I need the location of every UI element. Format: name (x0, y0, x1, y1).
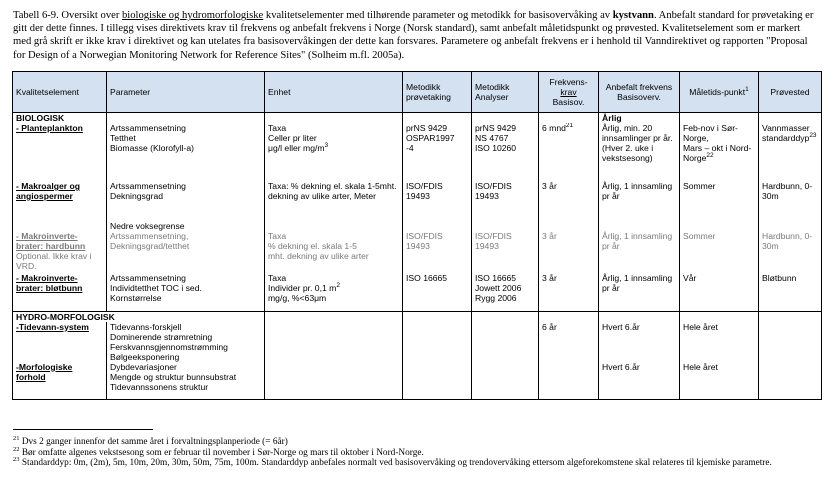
cell-parameter (107, 221, 265, 273)
anb-grey: Årlig, 1 innsamling pr år (602, 231, 673, 251)
section-row-biologisk (13, 113, 822, 124)
enhet-text: Taxa Celler pr liter μg/l eller mg/m (268, 123, 325, 153)
section-title-biologisk: BIOLOGISK (13, 113, 107, 124)
header-male-text: Måletids-punkt (689, 87, 746, 97)
cell-provested: Hardbunn, 0-30m (759, 181, 822, 221)
prove-text: Vannmasser standarddyp (762, 123, 810, 143)
cell-metodikk-provetaking: ISO 16665 (403, 273, 472, 311)
cell-frekvenskrav: 3 år (539, 181, 599, 221)
cell-maletidspunkt: Hele året (680, 322, 759, 362)
footnote-ref: 22 (706, 152, 714, 160)
param-grey: Artssammensetning, Dekningsgrad/tetthet (110, 231, 190, 251)
header-frek-a: Frekvens- (549, 77, 588, 87)
header-kvalitetselement: Kvalitetselement (13, 72, 107, 113)
footnote-22 (13, 445, 821, 459)
cell-anbefalt: Årlig, min. 20 innsamlinger pr år. (Hver 2. uke i vekstsesong) (599, 123, 680, 181)
footnote-number: 21 (13, 434, 20, 442)
footnote-number: 22 (13, 445, 20, 453)
element-blotbunn: - Makroinverte-brater: bløtbunn (13, 273, 107, 311)
element-makroalger: - Makroalger og angiospermer (13, 181, 107, 221)
footnote-23 (13, 458, 821, 469)
cell-metodikk-provetaking: ISO/FDIS 19493 (403, 181, 472, 221)
cell-parameter: Dybdevariasjoner Mengde og struktur bunnsubstrat Tidevannssonens struktur (107, 362, 265, 400)
header-frek-b: krav (560, 87, 577, 97)
cell-metodikk-provetaking (403, 221, 472, 273)
element-morfologiske-forhold: -Morfologiske forhold (13, 362, 107, 400)
cell-provested (759, 221, 822, 273)
cell-parameter: Artssammensetning Tetthet Biomasse (Klorofyll-a) (107, 123, 265, 181)
footnote-text: Dvs 2 ganger innenfor det samme året i forvaltningsplanperiode (= 6år) (19, 437, 288, 447)
cell-parameter: Artssammensetning Dekningsgrad (107, 181, 265, 221)
male-grey: Sommer (683, 231, 716, 241)
anbefalt-arlig: Årlig (599, 113, 680, 124)
caption-underlined: biologiske og hydromorfologiske (122, 10, 264, 21)
footnote-number: 23 (13, 456, 20, 464)
section-row-hydromorfologisk (13, 311, 822, 322)
frek-grey: 3 år (542, 231, 557, 241)
table-row-blotbunn (13, 273, 822, 311)
cell-frekvenskrav: 6 år (539, 322, 599, 362)
header-anbefalt-frekvens: Anbefalt frekvens Basisoverv. (599, 72, 680, 113)
footnote-divider (13, 429, 153, 430)
table-row-tidevann (13, 322, 822, 362)
cell-maletidspunkt: Sommer (680, 181, 759, 221)
header-parameter: Parameter (107, 72, 265, 113)
cell-anbefalt: Årlig, 1 innsamling pr år (599, 181, 680, 221)
header-enhet: Enhet (265, 72, 403, 113)
cell-maletidspunkt: Hele året (680, 362, 759, 400)
quality-elements-table (12, 71, 822, 400)
cell-provested (759, 123, 822, 181)
footnote-text: Bør omfatte algenes vekstsesong som er februar til november i Sør-Norge og mars til oktober i Nord-Norge. (19, 447, 424, 458)
cell-maletidspunkt (680, 221, 759, 273)
caption-text: kvalitetselementer med tilhørende parameter og metodikk for basisovervåking av (263, 10, 613, 21)
cell-metodikk-analyser: ISO/FDIS 19493 (472, 181, 539, 221)
table-row-morfologiske (13, 362, 822, 400)
cell-metodikk-provetaking: prNS 9429 OSPAR1997 -4 (403, 123, 472, 181)
cell-enhet (265, 221, 403, 273)
prove-grey: Hardbunn, 0-30m (762, 231, 813, 251)
enhet-text: Taxa Individer pr. 0,1 m (268, 273, 337, 293)
cell-frekvenskrav (539, 221, 599, 273)
cell-frekvenskrav (539, 123, 599, 181)
cell-enhet: Taxa: % dekning el. skala 1-5mht. dekning av ulike arter, Meter (265, 181, 403, 221)
cell-maletidspunkt (680, 123, 759, 181)
metanal-grey: ISO/FDIS 19493 (475, 231, 512, 251)
param-nedre-voksegrense: Nedre voksegrense (110, 221, 185, 231)
table-row-planteplankton (13, 123, 822, 181)
table-caption (13, 9, 821, 62)
table-row-hardbunn (13, 221, 822, 273)
footnote-21 (13, 434, 821, 448)
superscript: 3 (324, 142, 329, 150)
footnote-ref: 21 (565, 123, 574, 130)
cell-enhet (265, 123, 403, 181)
header-frekvenskrav (539, 72, 599, 113)
cell-anbefalt: Hvert 6.år (599, 362, 680, 400)
section-title-hydromorfologisk: HYDRO-MORFOLOGISK (13, 311, 265, 322)
footnote-ref: 23 (809, 132, 817, 140)
header-metodikk-analyser: Metodikk Analyser (472, 72, 539, 113)
metprov-grey: ISO/FDIS 19493 (406, 231, 443, 251)
cell-metodikk-analyser (472, 221, 539, 273)
cell-anbefalt: Hvert 6.år (599, 322, 680, 362)
cell-parameter: Artssammensetning Individtetthet TOC i sed. Kornstørrelse (107, 273, 265, 311)
header-metodikk-provetaking: Metodikk prøvetaking (403, 72, 472, 113)
cell-frekvenskrav: 3 år (539, 273, 599, 311)
header-frek-c: Basisov. (552, 97, 585, 107)
footnote-text: Standarddyp: 0m, (2m), 5m, 10m, 20m, 30m, 50m, 75m, 100m. Standarddyp anbefales normalt ved basisovervåking og trendovervåking ettersom algeforekomstene skal relateres til kjemiske parametre. (19, 458, 772, 469)
table-row-makroalger (13, 181, 822, 221)
header-provested: Prøvested (759, 72, 822, 113)
superscript: 2 (336, 282, 340, 290)
element-tidevannsystem: -Tidevann-system (13, 322, 107, 362)
cell-enhet (265, 273, 403, 311)
cell-metodikk-analyser: prNS 9429 NS 4767 ISO 10260 (472, 123, 539, 181)
caption-text: Tabell 6-9. Oversikt over (13, 10, 122, 21)
hardbunn-optional-note: Optional. Ikke krav i VRD. (16, 251, 92, 271)
frek-text: 6 mnd (542, 123, 566, 133)
element-planteplankton: - Planteplankton (13, 123, 107, 181)
enhet-text: mg/g, %<63μm (268, 293, 327, 303)
caption-text: . Anbefalt standard for prøvetaking er gitt der dette finnes. I tillegg vises direktivets krav til frekvens og anbefalt frekvens i Norge (Norsk standard), samt anbefalt måletidspunkt og prøvested. Kvalitetselement som er markert med grå skrift er ikke krav i direktivet og kan utelates fra basisovervåkingen der dette kan forsvares. Parametere og anbefalt frekvens er i henhold til Vanndirektivet og rapporten "Proposal for Design of a Norwegian Monitoring Network for Reference Sites" (Solheim m.fl. 2005a). (13, 10, 814, 61)
cell-maletidspunkt: Vår (680, 273, 759, 311)
cell-anbefalt: Årlig, 1 innsamling pr år (599, 273, 680, 311)
male-text: Feb-nov i Sør-Norge, Mars – okt i Nord-Norge (683, 123, 752, 163)
element-hardbunn (13, 221, 107, 273)
cell-anbefalt (599, 221, 680, 273)
cell-metodikk-analyser: ISO 16665 Jowett 2006 Rygg 2006 (472, 273, 539, 311)
cell-parameter: Tidevanns-forskjell Dominerende strømretning Ferskvannsgjennomstrømming Bølgeeksponering (107, 322, 265, 362)
enhet-grey: Taxa % dekning el. skala 1-5 mht. dekning av ulike arter (268, 231, 369, 261)
cell-provested: Bløtbunn (759, 273, 822, 311)
footnotes (13, 434, 821, 469)
header-maletidspunkt (680, 72, 759, 113)
hardbunn-name: - Makroinverte-brater: hardbunn (16, 231, 86, 251)
footnote-ref: 1 (745, 86, 749, 94)
caption-bold: kystvann (612, 10, 654, 21)
table-header-row (13, 72, 822, 113)
